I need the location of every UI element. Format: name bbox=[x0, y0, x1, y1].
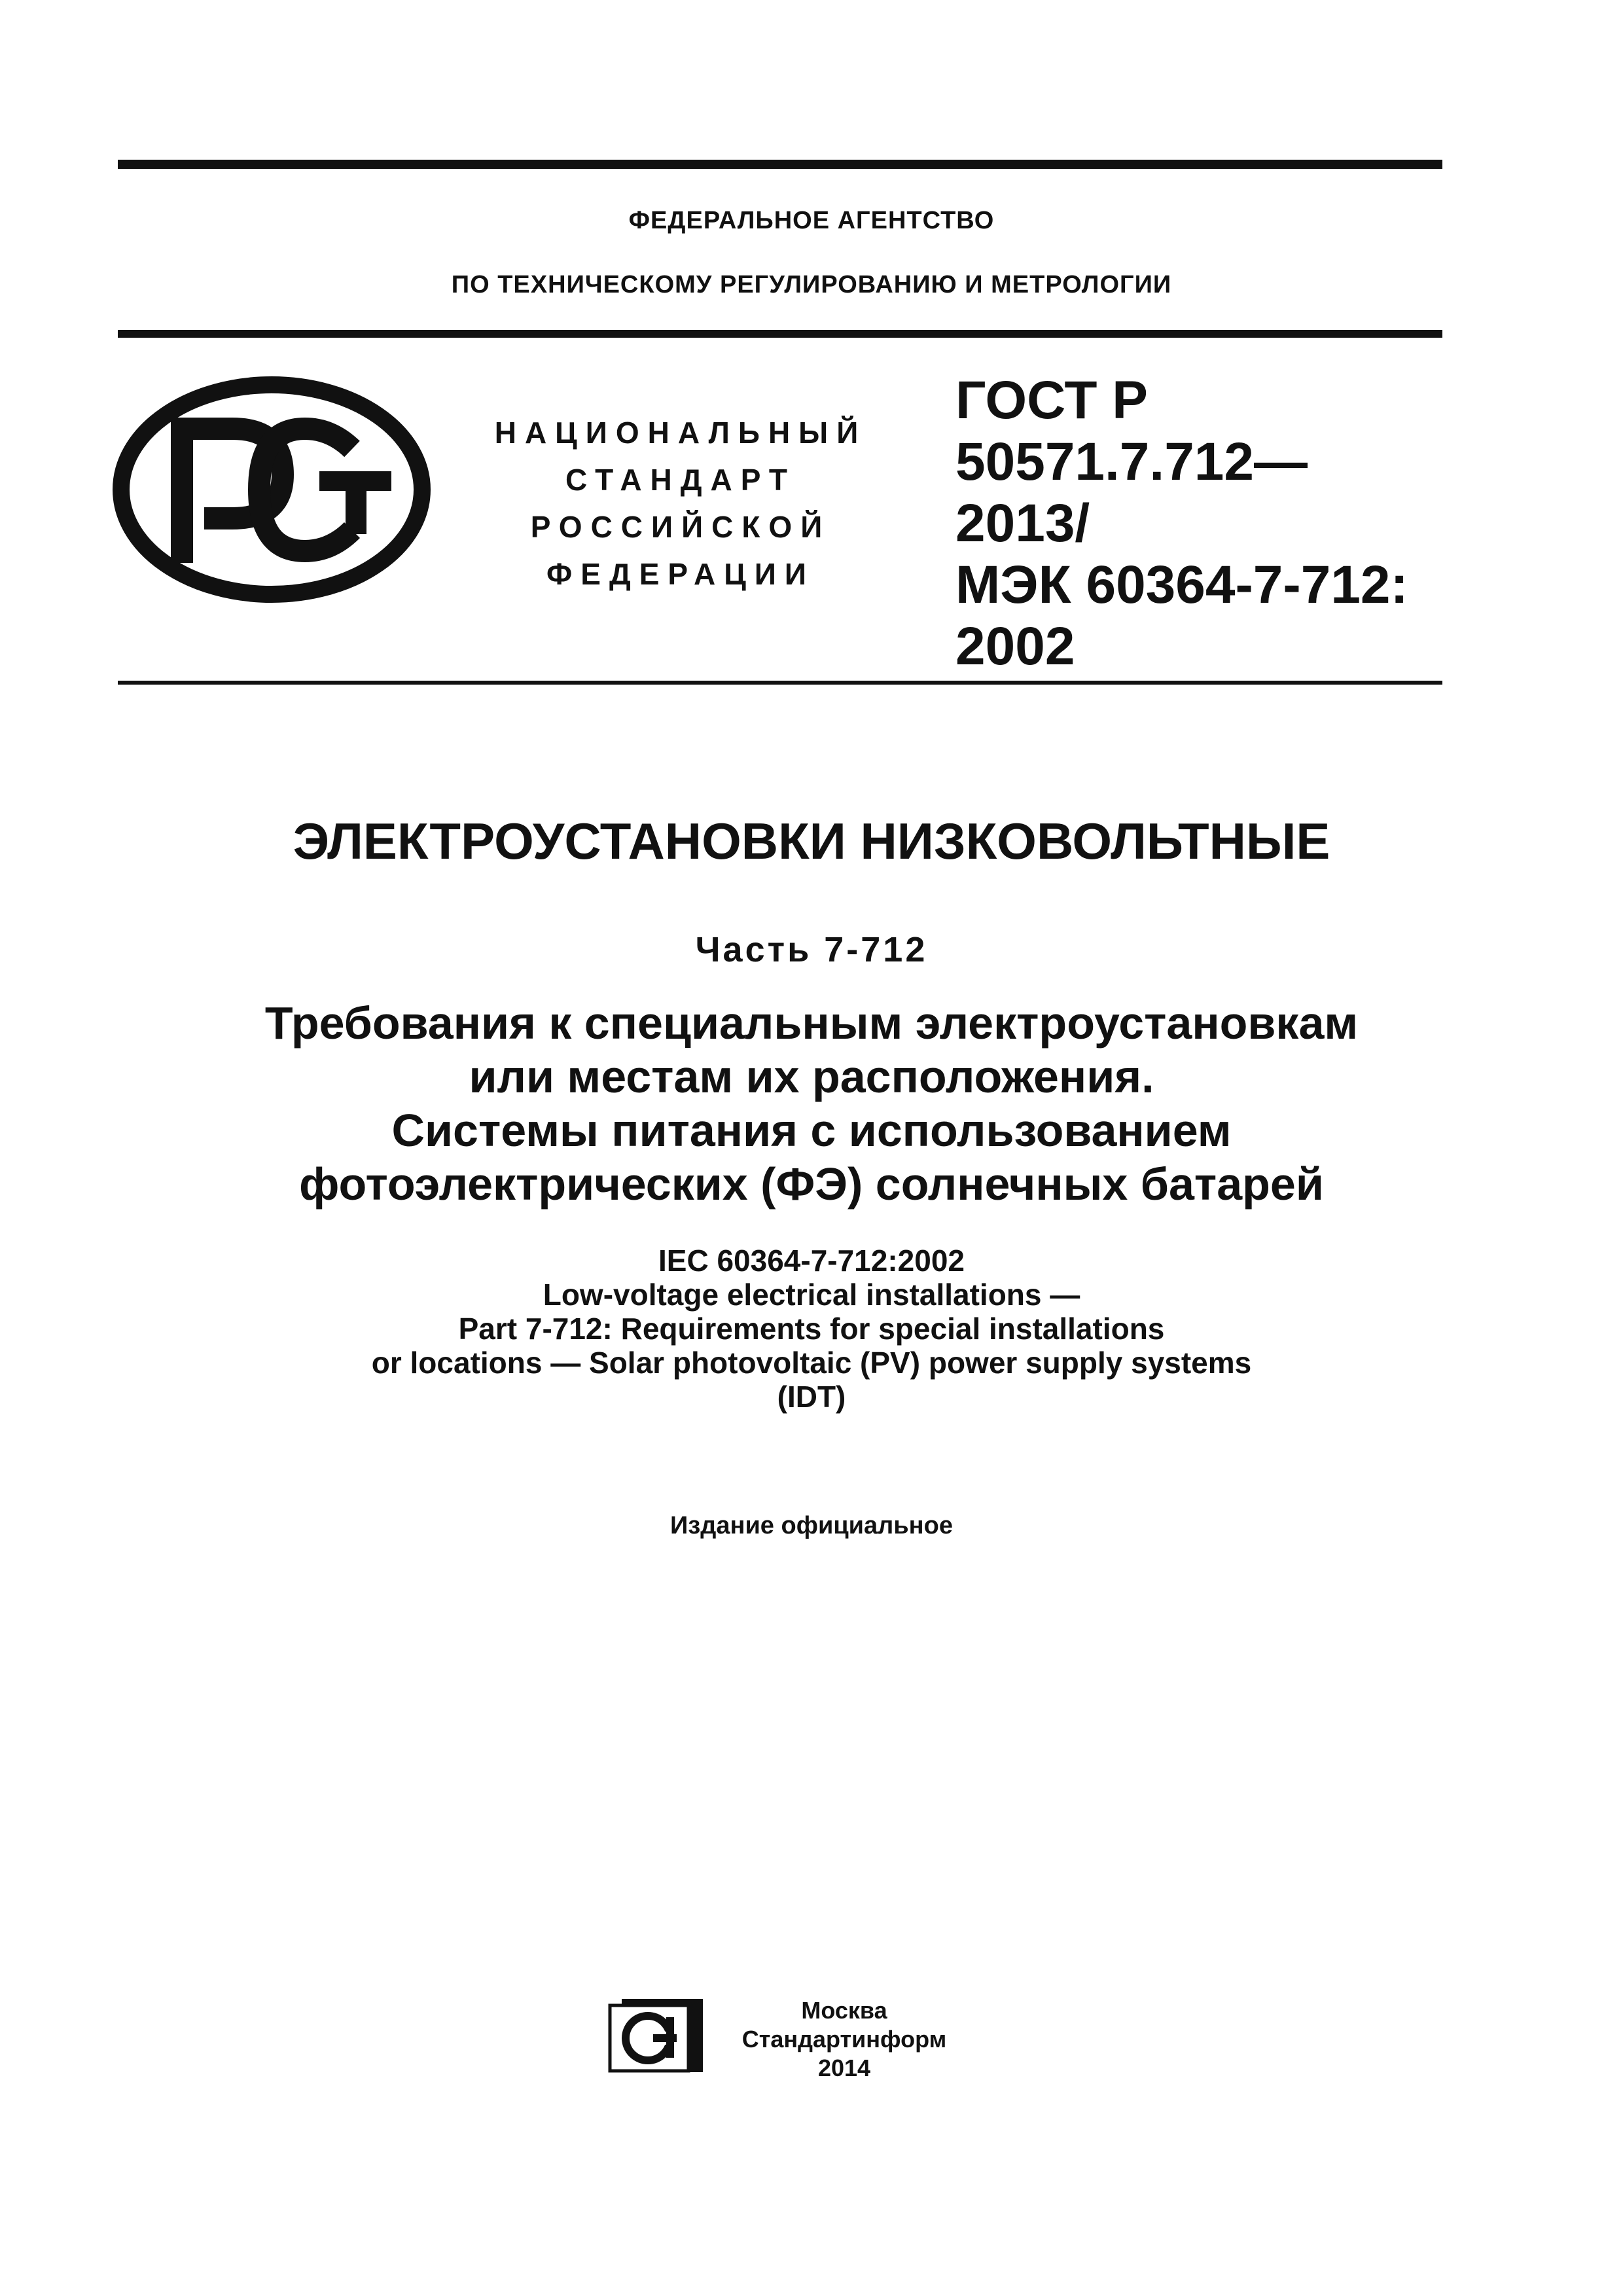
publisher-city: Москва bbox=[801, 1997, 887, 2024]
designation-line: 2002 bbox=[955, 617, 1075, 676]
rst-certification-logo-icon bbox=[111, 367, 438, 641]
header-rule bbox=[118, 330, 1442, 338]
designation-line: МЭК 60364-7-712: bbox=[955, 555, 1408, 615]
top-rule bbox=[118, 160, 1442, 169]
national-standard-line: РОССИЙСКОЙ bbox=[530, 510, 831, 544]
international-line: or locations — Solar photovoltaic (PV) power supply systems bbox=[371, 1346, 1252, 1380]
publisher-name: Стандартинформ bbox=[741, 2026, 947, 2053]
international-line: Low-voltage electrical installations — bbox=[543, 1278, 1080, 1312]
international-reference bbox=[0, 1244, 1623, 1414]
national-standard-line: ФЕДЕРАЦИИ bbox=[546, 557, 815, 591]
subtitle-line: Требования к специальным электроустановкам bbox=[264, 997, 1359, 1049]
publication-year: 2014 bbox=[817, 2054, 871, 2081]
subtitle-line: Системы питания с использованием bbox=[391, 1105, 1232, 1156]
standard-designation bbox=[955, 370, 1453, 677]
subtitle-line: или местам их расположения. bbox=[469, 1051, 1154, 1102]
part-number: Часть 7-712 bbox=[695, 930, 928, 969]
agency-line-1: ФЕДЕРАЛЬНОЕ АГЕНТСТВО bbox=[628, 207, 995, 234]
international-line: Part 7-712: Requirements for special installations bbox=[458, 1312, 1165, 1346]
agency-line-2: ПО ТЕХНИЧЕСКОМУ РЕГУЛИРОВАНИЮ И МЕТРОЛОГИИ bbox=[451, 271, 1172, 298]
standartinform-logo-icon bbox=[607, 1996, 705, 2075]
national-standard-line: НАЦИОНАЛЬНЫЙ bbox=[494, 416, 867, 450]
designation-line: 50571.7.712— bbox=[955, 432, 1308, 492]
document-title: ЭЛЕКТРОУСТАНОВКИ НИЗКОВОЛЬТНЫЕ bbox=[293, 812, 1330, 870]
national-standard-line: СТАНДАРТ bbox=[565, 463, 796, 497]
document-subtitle bbox=[0, 996, 1623, 1211]
subtitle-line: фотоэлектрических (ФЭ) солнечных батарей bbox=[299, 1158, 1324, 1210]
international-line: IEC 60364-7-712:2002 bbox=[658, 1244, 965, 1278]
publisher-block bbox=[726, 1996, 962, 2083]
national-standard-label bbox=[458, 409, 903, 598]
divider-rule bbox=[118, 681, 1442, 685]
designation-line: 2013/ bbox=[955, 493, 1090, 553]
edition-label: Издание официальное bbox=[670, 1512, 953, 1539]
international-line: (IDT) bbox=[777, 1380, 846, 1414]
designation-line: ГОСТ Р bbox=[955, 370, 1148, 430]
